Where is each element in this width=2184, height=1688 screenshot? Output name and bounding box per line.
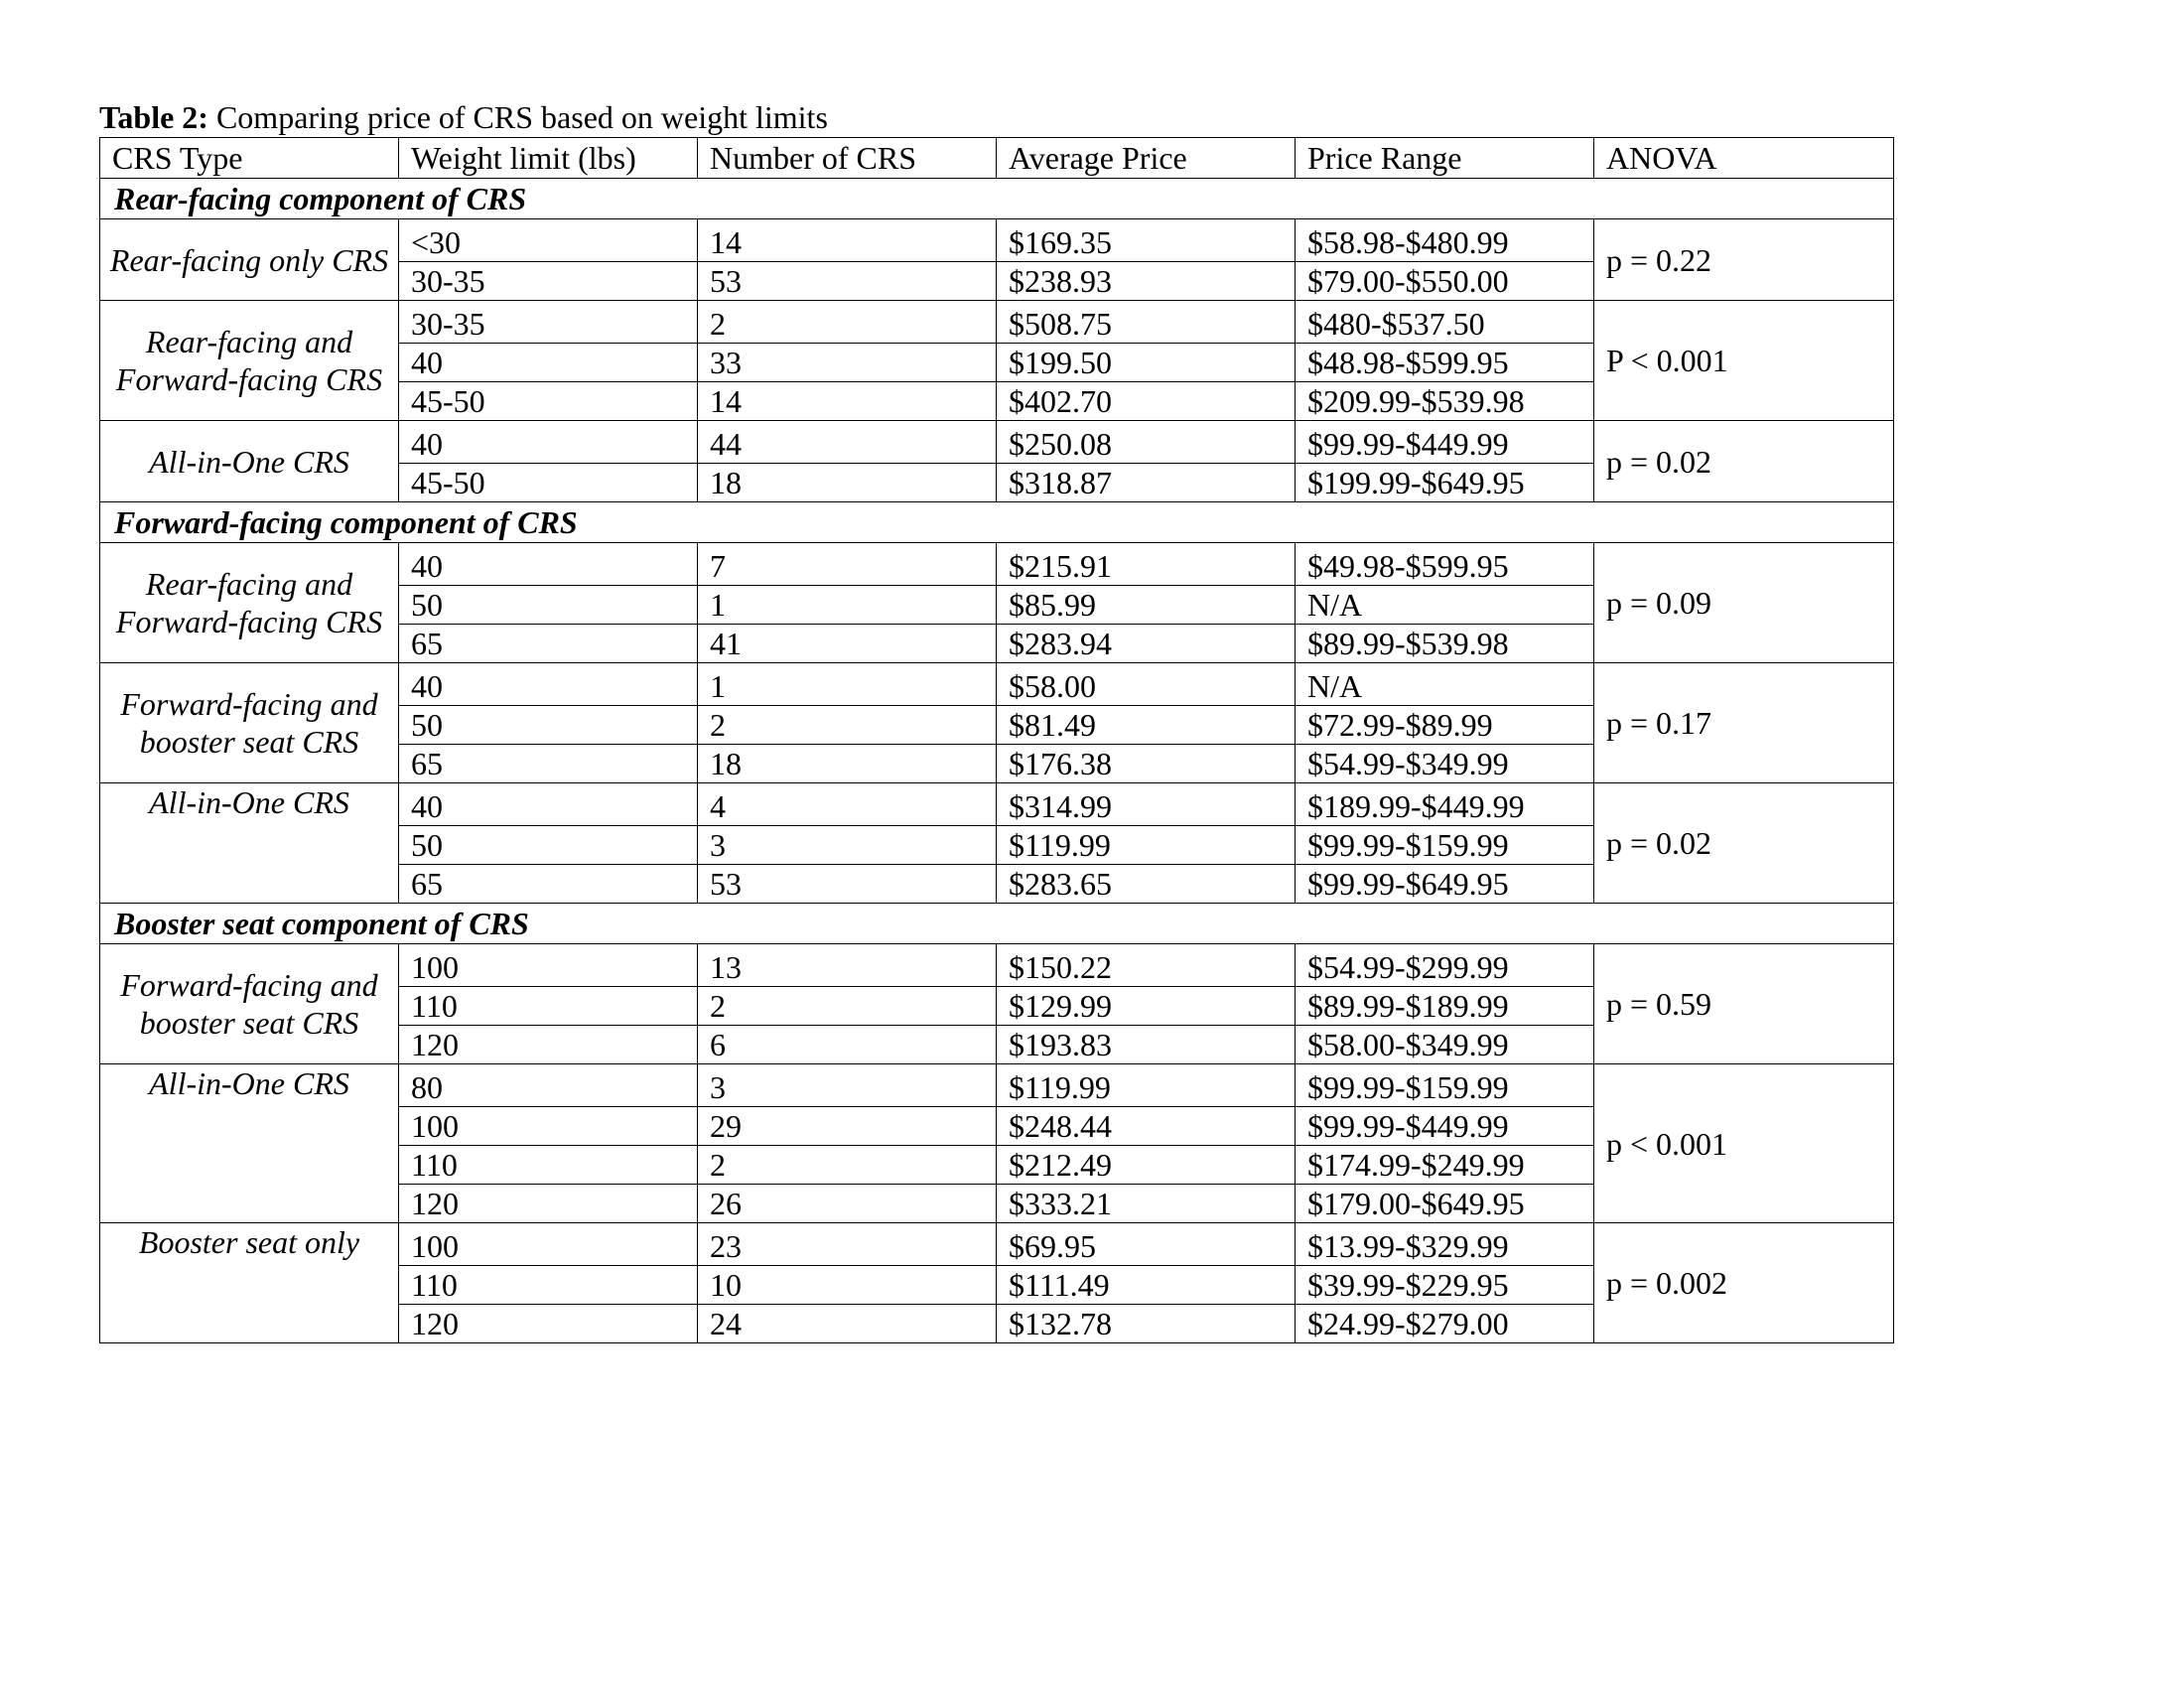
weight-limit-cell: 50 [399,826,698,865]
number-cell: 2 [698,706,997,745]
weight-limit-cell: 40 [399,543,698,586]
average-price-cell: $129.99 [997,987,1296,1026]
section-title: Booster seat component of CRS [100,904,1894,944]
table-row [100,1064,1894,1107]
average-price-cell: $193.83 [997,1026,1296,1064]
price-range-cell: $189.99-$449.99 [1296,783,1594,826]
weight-limit-cell: 120 [399,1185,698,1223]
header-cell: Weight limit (lbs) [399,138,698,179]
crs-type-cell: Rear-facing and Forward-facing CRS [100,301,399,421]
number-cell: 53 [698,865,997,904]
average-price-cell: $248.44 [997,1107,1296,1146]
crs-price-table [99,137,1894,1343]
number-cell: 41 [698,625,997,663]
anova-cell: p = 0.002 [1594,1223,1894,1343]
weight-limit-cell: 30-35 [399,301,698,344]
weight-limit-cell: 40 [399,344,698,382]
weight-limit-cell: <30 [399,219,698,262]
price-range-cell: $179.00-$649.95 [1296,1185,1594,1223]
average-price-cell: $212.49 [997,1146,1296,1185]
price-range-cell: $54.99-$299.99 [1296,944,1594,987]
number-cell: 14 [698,382,997,421]
average-price-cell: $176.38 [997,745,1296,783]
weight-limit-cell: 100 [399,1223,698,1266]
table-row [100,663,1894,706]
number-cell: 3 [698,826,997,865]
price-range-cell: $209.99-$539.98 [1296,382,1594,421]
table-row [100,421,1894,464]
table-body [100,138,1894,1343]
header-cell: Average Price [997,138,1296,179]
header-row [100,138,1894,179]
number-cell: 26 [698,1185,997,1223]
crs-type-cell: Rear-facing and Forward-facing CRS [100,543,399,663]
price-range-cell: $99.99-$159.99 [1296,826,1594,865]
weight-limit-cell: 120 [399,1305,698,1343]
table-caption-text: Comparing price of CRS based on weight limits [207,99,828,135]
anova-cell: p = 0.17 [1594,663,1894,783]
average-price-cell: $69.95 [997,1223,1296,1266]
crs-type-cell: All-in-One CRS [100,1064,399,1223]
average-price-cell: $250.08 [997,421,1296,464]
number-cell: 7 [698,543,997,586]
anova-cell: p = 0.02 [1594,783,1894,904]
price-range-cell: $79.00-$550.00 [1296,262,1594,301]
table-row [100,1223,1894,1266]
anova-cell: p = 0.22 [1594,219,1894,301]
price-range-cell: $99.99-$649.95 [1296,865,1594,904]
table-row [100,783,1894,826]
average-price-cell: $314.99 [997,783,1296,826]
average-price-cell: $150.22 [997,944,1296,987]
average-price-cell: $111.49 [997,1266,1296,1305]
price-range-cell: $89.99-$189.99 [1296,987,1594,1026]
number-cell: 4 [698,783,997,826]
average-price-cell: $85.99 [997,586,1296,625]
weight-limit-cell: 110 [399,987,698,1026]
number-cell: 53 [698,262,997,301]
price-range-cell: $58.00-$349.99 [1296,1026,1594,1064]
average-price-cell: $119.99 [997,826,1296,865]
header-cell: CRS Type [100,138,399,179]
number-cell: 14 [698,219,997,262]
average-price-cell: $119.99 [997,1064,1296,1107]
crs-type-cell: All-in-One CRS [100,783,399,904]
average-price-cell: $169.35 [997,219,1296,262]
price-range-cell: $89.99-$539.98 [1296,625,1594,663]
price-range-cell: N/A [1296,586,1594,625]
average-price-cell: $215.91 [997,543,1296,586]
weight-limit-cell: 30-35 [399,262,698,301]
weight-limit-cell: 40 [399,421,698,464]
average-price-cell: $132.78 [997,1305,1296,1343]
weight-limit-cell: 50 [399,586,698,625]
price-range-cell: $54.99-$349.99 [1296,745,1594,783]
price-range-cell: N/A [1296,663,1594,706]
table-caption [99,99,828,135]
table-caption-label: Table 2: [99,99,208,135]
number-cell: 1 [698,586,997,625]
price-range-cell: $24.99-$279.00 [1296,1305,1594,1343]
weight-limit-cell: 100 [399,1107,698,1146]
weight-limit-cell: 40 [399,663,698,706]
anova-cell: p = 0.59 [1594,944,1894,1064]
price-range-cell: $99.99-$449.99 [1296,421,1594,464]
table-row [100,944,1894,987]
section-header-row [100,502,1894,543]
average-price-cell: $333.21 [997,1185,1296,1223]
table-row [100,301,1894,344]
number-cell: 2 [698,301,997,344]
weight-limit-cell: 65 [399,625,698,663]
number-cell: 2 [698,987,997,1026]
section-title: Rear-facing component of CRS [100,179,1894,219]
number-cell: 33 [698,344,997,382]
header-cell: Price Range [1296,138,1594,179]
number-cell: 3 [698,1064,997,1107]
anova-cell: p = 0.02 [1594,421,1894,502]
number-cell: 23 [698,1223,997,1266]
average-price-cell: $508.75 [997,301,1296,344]
price-range-cell: $480-$537.50 [1296,301,1594,344]
crs-type-cell: Rear-facing only CRS [100,219,399,301]
number-cell: 1 [698,663,997,706]
number-cell: 24 [698,1305,997,1343]
number-cell: 18 [698,745,997,783]
anova-cell: p < 0.001 [1594,1064,1894,1223]
price-range-cell: $72.99-$89.99 [1296,706,1594,745]
number-cell: 6 [698,1026,997,1064]
price-range-cell: $199.99-$649.95 [1296,464,1594,502]
weight-limit-cell: 110 [399,1146,698,1185]
crs-type-cell: Forward-facing and booster seat CRS [100,944,399,1064]
weight-limit-cell: 50 [399,706,698,745]
average-price-cell: $199.50 [997,344,1296,382]
weight-limit-cell: 110 [399,1266,698,1305]
anova-cell: P < 0.001 [1594,301,1894,421]
crs-type-cell: All-in-One CRS [100,421,399,502]
price-range-cell: $13.99-$329.99 [1296,1223,1594,1266]
price-range-cell: $58.98-$480.99 [1296,219,1594,262]
weight-limit-cell: 65 [399,745,698,783]
number-cell: 13 [698,944,997,987]
number-cell: 10 [698,1266,997,1305]
price-range-cell: $99.99-$449.99 [1296,1107,1594,1146]
average-price-cell: $283.94 [997,625,1296,663]
price-range-cell: $99.99-$159.99 [1296,1064,1594,1107]
section-header-row [100,904,1894,944]
number-cell: 18 [698,464,997,502]
weight-limit-cell: 65 [399,865,698,904]
table-row [100,219,1894,262]
header-cell: ANOVA [1594,138,1894,179]
average-price-cell: $318.87 [997,464,1296,502]
weight-limit-cell: 40 [399,783,698,826]
weight-limit-cell: 120 [399,1026,698,1064]
weight-limit-cell: 45-50 [399,464,698,502]
price-range-cell: $49.98-$599.95 [1296,543,1594,586]
weight-limit-cell: 100 [399,944,698,987]
header-cell: Number of CRS [698,138,997,179]
weight-limit-cell: 80 [399,1064,698,1107]
number-cell: 2 [698,1146,997,1185]
crs-type-cell: Booster seat only [100,1223,399,1343]
weight-limit-cell: 45-50 [399,382,698,421]
number-cell: 44 [698,421,997,464]
average-price-cell: $58.00 [997,663,1296,706]
average-price-cell: $283.65 [997,865,1296,904]
price-range-cell: $174.99-$249.99 [1296,1146,1594,1185]
section-header-row [100,179,1894,219]
section-title: Forward-facing component of CRS [100,502,1894,543]
crs-type-cell: Forward-facing and booster seat CRS [100,663,399,783]
number-cell: 29 [698,1107,997,1146]
average-price-cell: $81.49 [997,706,1296,745]
average-price-cell: $238.93 [997,262,1296,301]
average-price-cell: $402.70 [997,382,1296,421]
price-range-cell: $48.98-$599.95 [1296,344,1594,382]
price-range-cell: $39.99-$229.95 [1296,1266,1594,1305]
anova-cell: p = 0.09 [1594,543,1894,663]
table-row [100,543,1894,586]
